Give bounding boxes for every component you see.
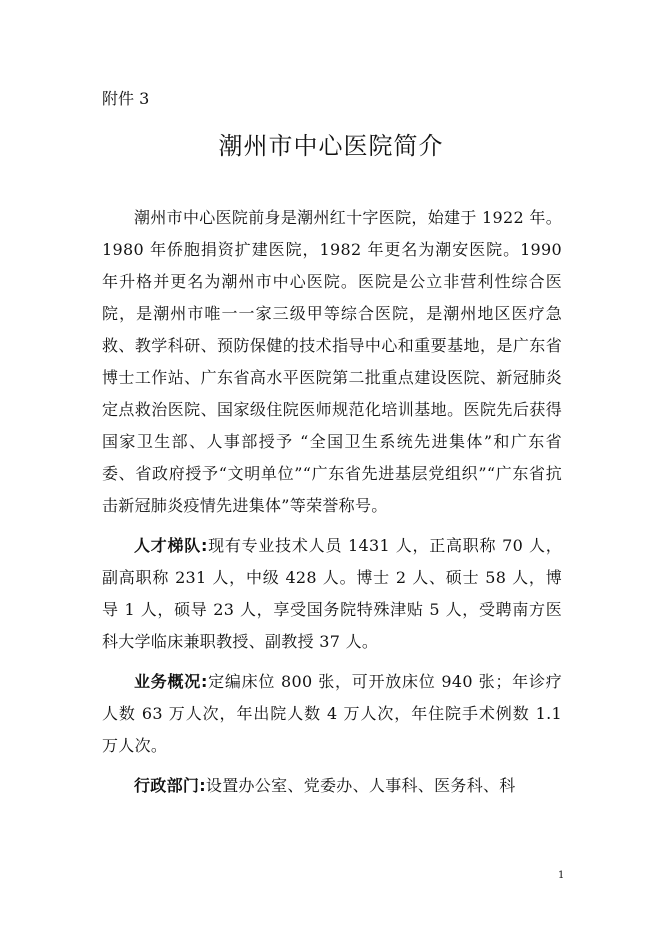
paragraph-text: 设置办公室、党委办、人事科、医务科、科 bbox=[205, 776, 516, 795]
paragraph-lead: 业务概况: bbox=[134, 672, 208, 691]
document-body bbox=[102, 202, 562, 802]
paragraph-text: 潮州市中心医院前身是潮州红十字医院，始建于 1922 年。1980 年侨胞捐资扩建医院，1982 年更名为潮安医院。1990 年升格并更名为潮州市中心医院。医院是公立非营利性综合医院，是潮州市唯一一家三级甲等综合医院，是潮州地区医疗急救、教学科研、预防保健的技术指导中心和重要基地，是广东省博士工作站、广东省高水平医院第二批重点建设医院、新冠肺炎定点救治医院、国家级住院医师规范化培训基地。医院先后获得国家卫生部、人事部授予 “全国卫生系统先进集体”和广东省委、省政府授予“文明单位”“广东省先进基层党组织”“广东省抗击新冠肺炎疫情先进集体”等荣誉称号。 bbox=[102, 208, 562, 515]
attachment-label: 附件 3 bbox=[102, 89, 150, 108]
page-number: 1 bbox=[558, 870, 565, 881]
paragraph-text: 定编床位 800 张，可开放床位 940 张；年诊疗人数 63 万人次，年出院人数 4 万人次，年住院手术例数 1.1 万人次。 bbox=[102, 672, 562, 755]
paragraph-lead: 行政部门: bbox=[134, 776, 206, 795]
paragraph-intro bbox=[102, 202, 562, 522]
paragraph-talent bbox=[102, 530, 562, 658]
paragraph-lead: 人才梯队: bbox=[134, 536, 208, 555]
page-title: 潮州市中心医院简介 bbox=[218, 132, 444, 160]
paragraph-text: 现有专业技术人员 1431 人，正高职称 70 人，副高职称 231 人，中级 428 人。博士 2 人、硕士 58 人，博导 1 人，硕导 23 人，享受国务院特殊津贴 5 人，受聘南方医科大学临床兼职教授、副教授 37 人。 bbox=[102, 536, 562, 651]
paragraph-admin bbox=[102, 770, 562, 802]
paragraph-business bbox=[102, 666, 562, 762]
